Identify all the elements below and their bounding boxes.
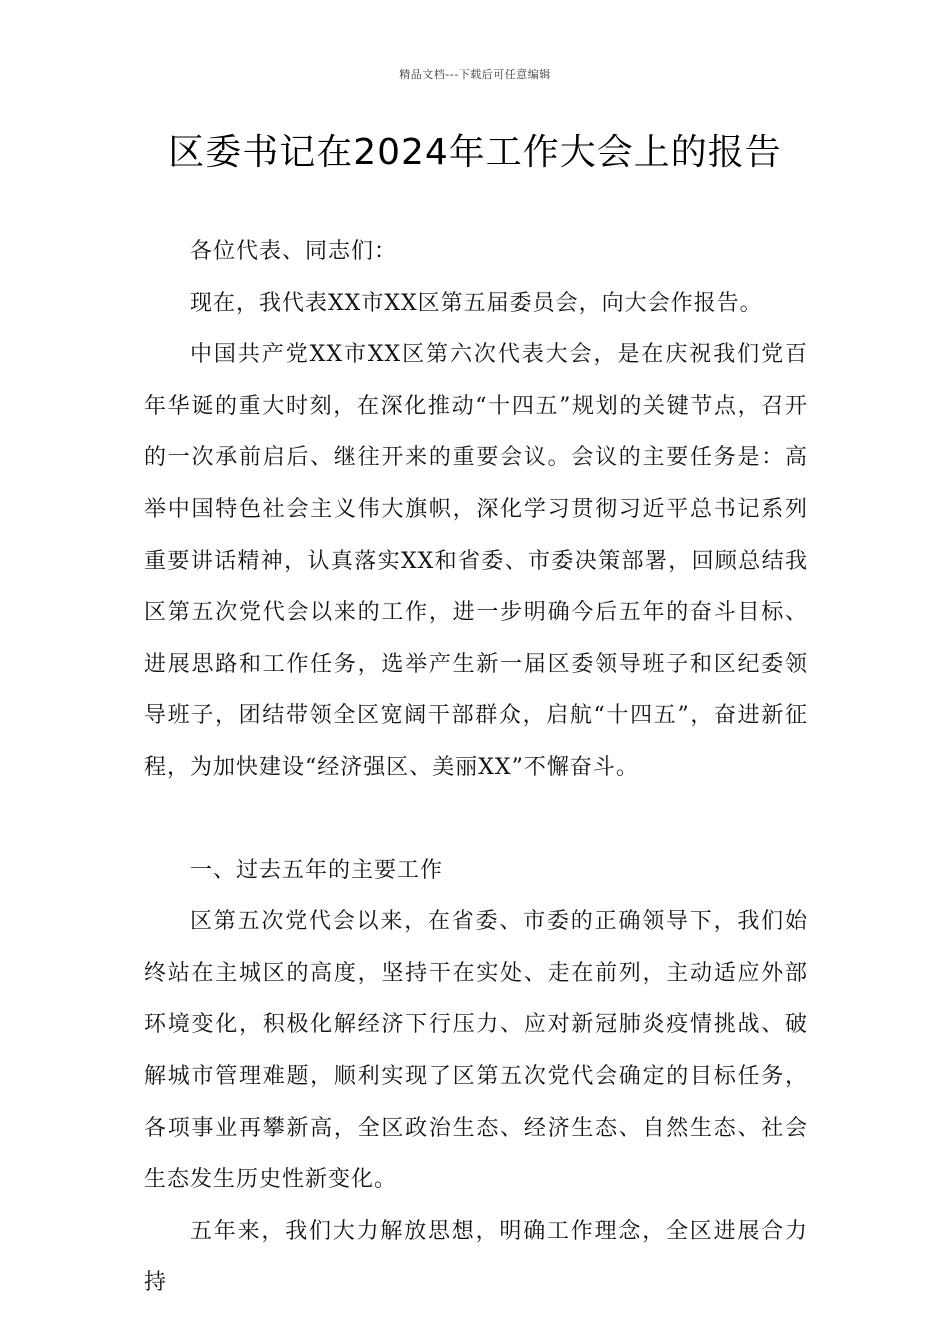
paragraph-five-years: 五年来，我们大力解放思想，明确工作理念，全区进展合力持 xyxy=(144,1218,808,1296)
paragraph-meeting: 中国共产党XX市XX区第六次代表大会，是在庆祝我们党百年华诞的重大时刻，在深化推动“十四五”规划的关键节点，召开的一次承前启后、继往开来的重要会议。会议的主要任务是：高举中国特色社会主义伟大旗帜，深化学习贯彻习近平总书记系列重要讲话精神，认真落实XX和省委、市委决策部署，回顾总结我区第五次党代会以来的工作，进一步明确今后五年的奋斗目标、进展思路和工作任务，选举产生新一届区委领导班子和区纪委领导班子，团结带领全区宽阔干部群众，启航“十四五”，奋进新征程，为加快建设“经济强区、美丽XX”不懈奋斗。 xyxy=(144,342,808,780)
paragraph-review: 区第五次党代会以来，在省委、市委的正确领导下，我们始终站在主城区的高度，坚持干在实处、走在前列，主动适应外部环境变化，积极化解经济下行压力、应对新冠肺炎疫情挑战、破解城市管理难题，顺利实现了区第五次党代会确定的目标任务，各项事业再攀新高，全区政治生态、经济生态、自然生态、社会生态发生历史性新变化。 xyxy=(144,909,808,1193)
paragraph-intro: 现在，我代表XX市XX区第五届委员会，向大会作报告。 xyxy=(190,290,763,316)
document-title: 区委书记在2024年工作大会上的报告 xyxy=(168,132,782,173)
header-watermark: 精品文档---下载后可任意编辑 xyxy=(399,68,551,81)
salutation: 各位代表、同志们： xyxy=(190,239,398,264)
section-heading: 一、过去五年的主要工作 xyxy=(190,857,444,883)
document-body xyxy=(144,226,808,1309)
